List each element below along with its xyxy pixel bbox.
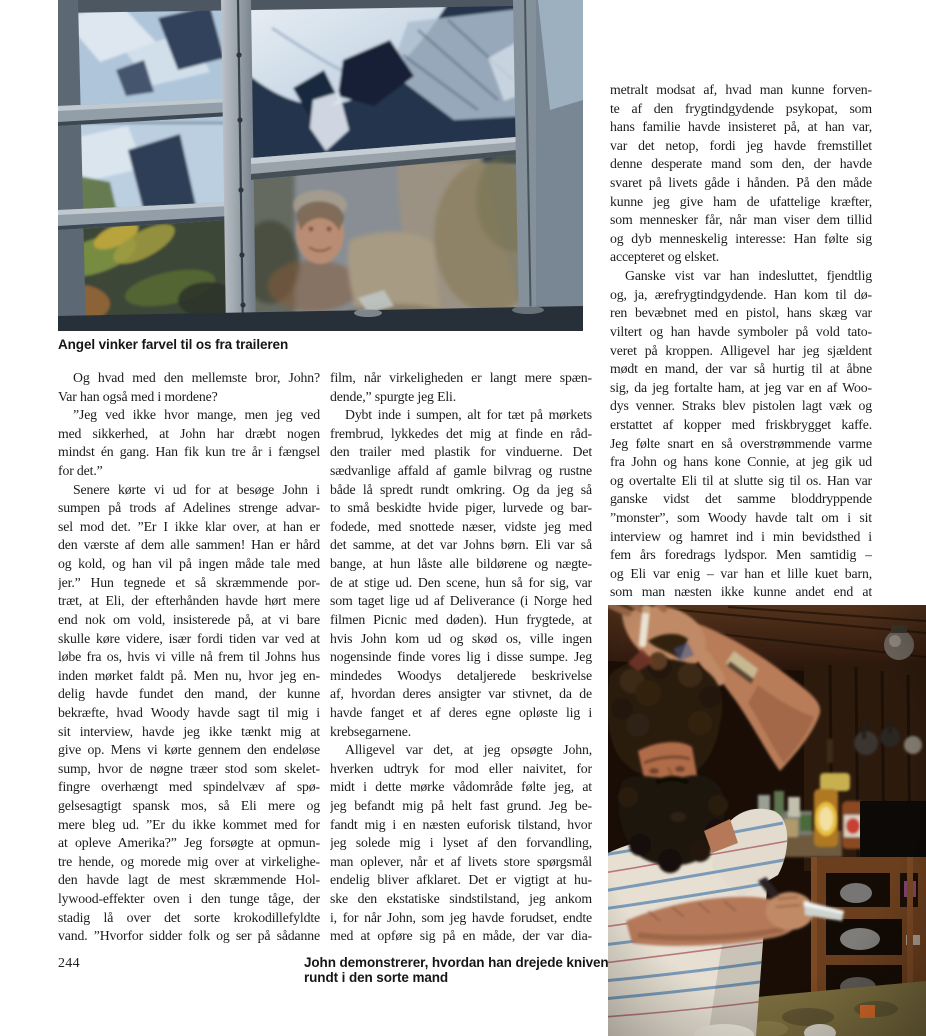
text-line: ren bevæbnet med en pistol, hans skæg var: [610, 305, 872, 321]
text-line: sig, da jeg fortalte ham, at jeg var en af Woo-: [610, 379, 872, 395]
text-line: sædvanlige affald af gamle bilvrag og rustne: [330, 463, 592, 479]
text-line: og, ja, ærefrygtindgydende. Han kom til dø-: [610, 286, 872, 302]
text-line: kunne jeg give ham de ufattelige kræfter,: [610, 193, 872, 209]
text-line: sumpen på trods af Adelines strenge advar-: [58, 500, 320, 516]
text-line: Senere kørte vi ud for at besøge John i: [73, 481, 320, 497]
text-line: som taget lige ud af Deliverance (i Norge hed: [330, 593, 592, 609]
text-line: fandt mig i en næsten euforisk tilstand, hvor: [330, 816, 592, 832]
text-line: stadig lå over det sorte krokodillefyldte: [58, 909, 320, 925]
text-line: metralt modsat af, hvad man kunne forven-: [610, 82, 872, 97]
text-line: gelsesagtigt spansk mos, så Eli mere og: [58, 798, 320, 814]
text-line: skulle køre videre, især fordi tiden var ved at: [58, 630, 320, 646]
text-line: fodede, med snottede næser, vidste jeg med: [330, 518, 592, 534]
text-line: og Eli var enig – var han et lille kuet barn,: [610, 565, 872, 581]
text-line: lywood-effekter oven i den tunge tåge, der: [58, 891, 320, 907]
text-line: med sikkerhed, at John har dræbt nogen: [58, 425, 320, 441]
text-line: løbe fra os, hvis vi ville nå frem til Johns hus: [58, 649, 320, 665]
text-column-1: [58, 369, 320, 946]
text-line: bange, at hun låste alle bildørene og nægte-: [330, 556, 592, 572]
text-line: jeg solede mig i lyset af den forvandling,: [330, 835, 592, 851]
text-line: sel mod det. ”Er I ikke klar over, at han er: [58, 518, 320, 534]
text-line: mindst én gang. Han fik kun tre år i fængsel: [58, 444, 320, 460]
text-line: man oplever, når et af livets store spørgsmål: [330, 853, 592, 869]
text-line: både lå spredt rundt omkring. Og da jeg så: [330, 481, 592, 497]
text-line: ”monster”, som Woody havde talt om i sit: [610, 510, 872, 526]
page-number: 244: [58, 956, 80, 971]
text-line: den havde lagt de mest skræmmende Hol-: [58, 872, 320, 888]
trailer-window-photo: [58, 0, 583, 331]
text-line: den trailer med plastik for vinduerne. Det: [330, 444, 592, 460]
text-line: træt, at Eli, der efterhånden havde hørt mere: [58, 593, 320, 609]
text-line: interview og hamret ind i min bevidsthed i: [610, 528, 872, 544]
photo-caption-john-line1: John demonstrerer, hvordan han drejede kniven: [304, 955, 609, 970]
text-line: havde fanget et af deres egne opløste lig i: [330, 704, 592, 720]
text-line: og dyb menneskelig interesse: Han følte sig: [610, 230, 872, 246]
text-line: Og hvad med den mellemste bror, John?: [73, 370, 320, 385]
text-line: Jeg følte snart en så overstrømmende varme: [610, 435, 872, 451]
text-line: krebsegarnene.: [330, 723, 412, 739]
text-line: i, for når John, som jeg havde forudset, endte: [330, 909, 592, 925]
text-line: hverken udtryk for mod eller naivitet, for: [330, 760, 592, 776]
text-line: jeg befandt mig på helt fast grund. Jeg be-: [330, 798, 592, 814]
text-line: Ganske vist var han indesluttet, fjendtlig: [625, 268, 872, 284]
text-line: denne desperate mand som den, der havde: [610, 156, 872, 172]
text-line: den værste af dem alle sammen! Han er hård: [58, 537, 320, 553]
text-line: de at stige ud. Den scene, hun så for sig, var: [330, 574, 592, 590]
text-line: frembrud, lykkedes det mig at finde en råd-: [330, 425, 592, 441]
text-column-2: [330, 369, 592, 946]
text-line: filmen Picnic med døden). Hun frygtede, at: [330, 611, 592, 627]
text-line: viltert og han havde symboler på vold tato-: [610, 323, 872, 339]
text-line: ”Jeg ved ikke hvor mange, men jeg ved: [73, 407, 320, 423]
text-line: vand. ”Hvorfor sidder folk og ser på sådanne: [58, 928, 320, 944]
text-column-3: [610, 81, 872, 602]
text-line: Alligevel var det, at jeg opsøgte John,: [345, 742, 592, 758]
john-photo: [608, 605, 926, 1036]
text-line: Var han også med i mordene?: [58, 388, 218, 404]
text-line: som mennesker får, når man viser dem tillid: [610, 212, 872, 228]
text-line: dys venner. Straks blev pistolen lagt væk og: [610, 398, 872, 414]
text-line: accepteret og elsket.: [610, 249, 720, 265]
text-line: fem års foredrags lydspor. Men samtidig –: [610, 547, 872, 563]
text-line: film, når virkeligheden er langt mere spæn-: [330, 370, 592, 385]
text-line: at opleve Amerika?” Jeg forsøgte at opmun-: [58, 835, 320, 851]
text-line: mindedes Woodys detaljerede beskrivelse: [330, 667, 592, 683]
text-line: end nok om vold, insisterede på, at vi bare: [58, 611, 320, 627]
text-line: hans familie havde insisteret på, at han var,: [610, 119, 872, 135]
text-line: og overtalte Eli til at slutte sig til os. Han var: [610, 472, 872, 488]
text-line: inden mørket faldt på. Men nu, hvor jeg en-: [58, 667, 320, 683]
text-line: te af den frygtindgydende psykopat, som: [610, 100, 872, 116]
text-line: det samme, at det var Johns børn. Eli var så: [330, 537, 592, 553]
text-line: jer.” Hun tegnede et så skræmmende por-: [58, 574, 320, 590]
text-line: af, hvordan deres ansigter var stivnet, da de: [330, 686, 592, 702]
text-line: midt i dette mørke vådområde følte jeg, at: [330, 779, 592, 795]
text-line: sump, hvor de nøgne træer stod som skelet-: [58, 760, 320, 776]
text-line: tre hende, og morede mig over at virkelighe-: [58, 853, 320, 869]
text-line: endelig bliver afklaret. Det er vigtigt at hu-: [330, 872, 592, 888]
photo-caption-angel: Angel vinker farvel til os fra traileren: [58, 337, 289, 352]
text-line: med at opføre sig på en måde, der var dia-: [330, 928, 592, 944]
text-line: ske den ekstatiske sindstilstand, jeg ankom: [330, 891, 592, 907]
text-line: og kold, og han vil på ingen måde tale med: [58, 556, 320, 572]
text-line: give op. Mens vi kørte gennem den endeløse: [58, 742, 320, 758]
text-line: var det netop, fordi jeg havde fremstillet: [610, 137, 872, 153]
text-line: fra John og hans kone Connie, at jeg gik ud: [610, 454, 872, 470]
text-line: dende,” spurgte jeg Eli.: [330, 388, 457, 404]
text-line: Dybt inde i sumpen, alt for tæt på mørkets: [345, 407, 592, 423]
text-line: for det.”: [58, 463, 103, 479]
text-line: bekræfte, hvad Woody havde sagt til mig i: [58, 704, 320, 720]
text-line: mødt en mand, der var så hurtig til at åbne: [610, 361, 872, 377]
text-line: mere bleg ud. ”Er du ikke kommet med for: [58, 816, 320, 832]
photo-caption-john-line2: rundt i den sorte mand: [304, 970, 449, 985]
text-line: veret på kroppen. Alligevel har jeg sjældent: [610, 342, 872, 358]
text-line: hvis John kom ud og skød os, ville ingen: [330, 630, 592, 646]
text-line: erstattet af kopper med friskbrygget kaffe.: [610, 416, 872, 432]
text-line: fingre overhængt med spindelvæv af spø-: [58, 779, 320, 795]
text-line: som man næsten ikke kunne andet end at: [610, 584, 872, 600]
text-line: sit interview, havde jeg ikke tænkt mig at: [58, 723, 320, 739]
text-line: svaret på livets gåde i hånden. På den måde: [610, 175, 872, 191]
text-line: delig havde fundet den mand, der kunne: [58, 686, 320, 702]
text-line: to små beskidte hvide piger, lurvede og bar-: [330, 500, 592, 516]
text-line: nogensinde finde vores lig i disse sumpe. Jeg: [330, 649, 592, 665]
text-line: ganske vidst det samme bloddryppende: [610, 491, 872, 507]
